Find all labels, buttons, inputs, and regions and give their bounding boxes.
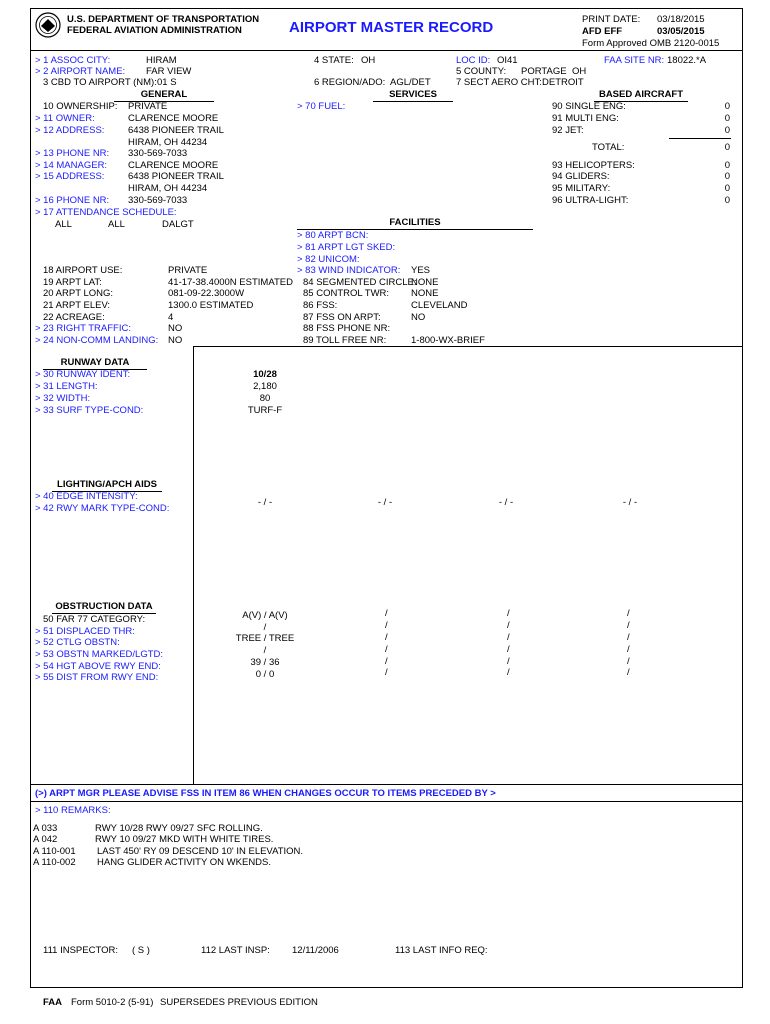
obstruction-col4-r3: / bbox=[627, 632, 630, 643]
obstruction-col4-r1: / bbox=[627, 608, 630, 619]
obstruction-col2-r6: / bbox=[385, 667, 388, 678]
ctlg-obstn-value: TREE / TREE bbox=[235, 633, 295, 644]
acreage: 4 bbox=[168, 312, 174, 323]
remark-code: A 110-002 bbox=[33, 857, 76, 868]
inspector-label: 111 INSPECTOR: bbox=[43, 945, 118, 956]
length: 2,180 bbox=[253, 381, 277, 392]
helicopters: 0 bbox=[724, 160, 730, 171]
runway-data-heading: RUNWAY DATA bbox=[43, 357, 147, 370]
displaced-thr-value: / bbox=[263, 622, 267, 633]
surf-type-label: > 33 SURF TYPE-COND: bbox=[35, 405, 144, 416]
airport-name: FAR VIEW bbox=[146, 66, 192, 77]
edge-intensity-col4: - / - bbox=[622, 497, 638, 508]
loc-id-label: LOC ID: bbox=[456, 55, 491, 66]
non-comm-label: > 24 NON-COMM LANDING: bbox=[35, 335, 159, 346]
multi-eng-label: 91 MULTI ENG: bbox=[552, 113, 619, 124]
rwy-mark-label: > 42 RWY MARK TYPE-COND: bbox=[35, 503, 170, 514]
right-traffic: NO bbox=[168, 323, 183, 334]
helicopters-label: 93 HELICOPTERS: bbox=[552, 160, 635, 171]
arpt-lat: 41-17-38.4000N ESTIMATED bbox=[168, 277, 293, 288]
obstruction-col2-r5: / bbox=[385, 656, 388, 667]
county-state: OH bbox=[572, 66, 587, 77]
runway-grid-top bbox=[193, 346, 743, 347]
lighting-heading: LIGHTING/APCH AIDS bbox=[52, 479, 162, 492]
last-insp: 12/11/2006 bbox=[292, 945, 339, 956]
remark-code: A 042 bbox=[33, 834, 58, 845]
obstruction-col3-r2: / bbox=[507, 620, 510, 631]
arpt-lat-label: 19 ARPT LAT: bbox=[43, 277, 102, 288]
phone-label: > 13 PHONE NR: bbox=[35, 148, 110, 159]
toll-free-label: 89 TOLL FREE NR: bbox=[303, 335, 387, 346]
toll-free: 1-800-WX-BRIEF bbox=[411, 335, 485, 346]
phone: 330-569-7033 bbox=[128, 148, 188, 159]
runway-ident-label: > 30 RUNWAY IDENT: bbox=[35, 369, 131, 380]
footer-form: Form 5010-2 (5-91) bbox=[71, 997, 154, 1008]
remark-text: HANG GLIDER ACTIVITY ON WKENDS. bbox=[97, 857, 272, 868]
acreage-label: 22 ACREAGE: bbox=[43, 312, 105, 323]
obstruction-heading: OBSTRUCTION DATA bbox=[52, 601, 156, 614]
remark-code: A 033 bbox=[33, 823, 58, 834]
assoc-city-label: > 1 ASSOC CITY: bbox=[35, 55, 111, 66]
jet-label: 92 JET: bbox=[552, 125, 584, 136]
edge-intensity-col1: - / - bbox=[257, 497, 273, 508]
footer-supersedes: SUPERSEDES PREVIOUS EDITION bbox=[160, 997, 318, 1008]
arpt-lgt-sked-label: > 81 ARPT LGT SKED: bbox=[297, 242, 396, 253]
total: 0 bbox=[724, 142, 730, 153]
arpt-elev: 1300.0 ESTIMATED bbox=[168, 300, 254, 311]
dist-from-label: > 55 DIST FROM RWY END: bbox=[35, 672, 159, 683]
remarks-label: > 110 REMARKS: bbox=[35, 805, 111, 816]
segmented-circle-label: 84 SEGMENTED CIRCLE: bbox=[303, 277, 417, 288]
header-divider bbox=[30, 50, 743, 51]
surf-type: TURF-F bbox=[247, 405, 283, 416]
control-twr-label: 85 CONTROL TWR: bbox=[303, 288, 390, 299]
fss: CLEVELAND bbox=[411, 300, 468, 311]
page-title: AIRPORT MASTER RECORD bbox=[289, 19, 494, 36]
general-heading: GENERAL bbox=[114, 89, 214, 102]
footer-faa: FAA bbox=[43, 997, 62, 1008]
faa-site-label: FAA SITE NR: bbox=[604, 55, 665, 66]
obstruction-col3-r6: / bbox=[507, 667, 510, 678]
arpt-bcn-label: > 80 ARPT BCN: bbox=[297, 230, 369, 241]
single-eng-label: 90 SINGLE ENG: bbox=[552, 101, 626, 112]
edge-intensity-col3: - / - bbox=[498, 497, 514, 508]
cbd: 01 S bbox=[157, 77, 177, 88]
state-label: 4 STATE: bbox=[314, 55, 354, 66]
obstruction-col2-r4: / bbox=[385, 644, 388, 655]
airport-use: PRIVATE bbox=[168, 265, 208, 276]
far77-label: 50 FAR 77 CATEGORY: bbox=[43, 614, 146, 625]
agency-name: FEDERAL AVIATION ADMINISTRATION bbox=[67, 25, 242, 36]
sect-aero-label: 7 SECT AERO CHT: bbox=[456, 77, 542, 88]
arpt-long-label: 20 ARPT LONG: bbox=[43, 288, 114, 299]
omb-number: Form Approved OMB 2120-0015 bbox=[582, 38, 720, 49]
wind-indicator: YES bbox=[411, 265, 431, 276]
far77-value: A(V) / A(V) bbox=[242, 610, 288, 621]
right-traffic-label: > 23 RIGHT TRAFFIC: bbox=[35, 323, 131, 334]
obstruction-col3-r4: / bbox=[507, 644, 510, 655]
military-label: 95 MILITARY: bbox=[552, 183, 611, 194]
remark-code: A 110-001 bbox=[33, 846, 76, 857]
based-aircraft-heading: BASED AIRCRAFT bbox=[594, 89, 688, 102]
county: PORTAGE bbox=[521, 66, 567, 77]
faa-site: 18022.*A bbox=[667, 55, 707, 66]
fss-label: 86 FSS: bbox=[303, 300, 338, 311]
fss-phone-label: 88 FSS PHONE NR: bbox=[303, 323, 391, 334]
region: AGL/DET bbox=[390, 77, 431, 88]
attendance-days: ALL bbox=[108, 219, 125, 230]
assoc-city: HIRAM bbox=[146, 55, 177, 66]
attendance-label: > 17 ATTENDANCE SCHEDULE: bbox=[35, 207, 177, 218]
obstruction-col3-r3: / bbox=[507, 632, 510, 643]
advise-notice: (>) ARPT MGR PLEASE ADVISE FSS IN ITEM 86 WHEN CHANGES OCCUR TO ITEMS PRECEDED BY > bbox=[35, 788, 496, 799]
segmented-circle: NONE bbox=[411, 277, 439, 288]
remark-text: LAST 450' RY 09 DESCEND 10' IN ELEVATION. bbox=[97, 846, 304, 857]
gliders: 0 bbox=[724, 171, 730, 182]
width: 80 bbox=[259, 393, 271, 404]
runway-grid-bottom bbox=[30, 784, 743, 785]
edge-intensity-label: > 40 EDGE INTENSITY: bbox=[35, 491, 138, 502]
length-label: > 31 LENGTH: bbox=[35, 381, 98, 392]
afd-eff-label: AFD EFF bbox=[582, 26, 623, 37]
obstruction-col4-r2: / bbox=[627, 620, 630, 631]
military: 0 bbox=[724, 183, 730, 194]
manager-address-line2: HIRAM, OH 44234 bbox=[128, 183, 208, 194]
ultralight: 0 bbox=[724, 195, 730, 206]
services-heading: SERVICES bbox=[373, 89, 453, 102]
obstruction-col4-r5: / bbox=[627, 656, 630, 667]
gliders-label: 94 GLIDERS: bbox=[552, 171, 610, 182]
afd-eff: 03/05/2015 bbox=[657, 26, 705, 37]
last-info-req-label: 113 LAST INFO REQ: bbox=[395, 945, 488, 956]
control-twr: NONE bbox=[411, 288, 439, 299]
non-comm: NO bbox=[168, 335, 183, 346]
single-eng: 0 bbox=[724, 101, 730, 112]
state: OH bbox=[361, 55, 376, 66]
attendance-month: ALL bbox=[55, 219, 72, 230]
arpt-elev-label: 21 ARPT ELEV: bbox=[43, 300, 111, 311]
total-label: TOTAL: bbox=[592, 142, 625, 153]
region-label: 6 REGION/ADO: bbox=[314, 77, 386, 88]
attendance-hours: DALGT bbox=[162, 219, 194, 230]
obstruction-col2-r2: / bbox=[385, 620, 388, 631]
multi-eng: 0 bbox=[724, 113, 730, 124]
cbd-label: 3 CBD TO AIRPORT (NM): bbox=[43, 77, 157, 88]
fss-on-arpt-label: 87 FSS ON ARPT: bbox=[303, 312, 381, 323]
arpt-long: 081-09-22.3000W bbox=[168, 288, 245, 299]
ctlg-obstn-label: > 52 CTLG OBSTN: bbox=[35, 637, 120, 648]
dist-from-value: 0 / 0 bbox=[255, 669, 275, 680]
advise-divider bbox=[30, 801, 743, 802]
fuel-label: > 70 FUEL: bbox=[297, 101, 346, 112]
address-label: > 12 ADDRESS: bbox=[35, 125, 105, 136]
airport-name-label: > 2 AIRPORT NAME: bbox=[35, 66, 126, 77]
fss-on-arpt: NO bbox=[411, 312, 426, 323]
obstn-marked-value: / bbox=[263, 645, 267, 656]
ultralight-label: 96 ULTRA-LIGHT: bbox=[552, 195, 629, 206]
width-label: > 32 WIDTH: bbox=[35, 393, 91, 404]
sect-aero: DETROIT bbox=[542, 77, 584, 88]
obstruction-col3-r5: / bbox=[507, 656, 510, 667]
total-rule bbox=[669, 138, 731, 139]
obstruction-col2-r3: / bbox=[385, 632, 388, 643]
ownership-label: 10 OWNERSHIP: bbox=[43, 101, 118, 112]
owner: CLARENCE MOORE bbox=[128, 113, 219, 124]
county-label: 5 COUNTY: bbox=[456, 66, 507, 77]
airport-use-label: 18 AIRPORT USE: bbox=[43, 265, 123, 276]
runway-grid-left bbox=[193, 346, 194, 784]
manager-address-label: > 15 ADDRESS: bbox=[35, 171, 105, 182]
manager: CLARENCE MOORE bbox=[128, 160, 219, 171]
jet: 0 bbox=[724, 125, 730, 136]
manager-address-line1: 6438 PIONEER TRAIL bbox=[128, 171, 224, 182]
dept-name: U.S. DEPARTMENT OF TRANSPORTATION bbox=[67, 14, 260, 25]
owner-label: > 11 OWNER: bbox=[35, 113, 95, 124]
hgt-above-label: > 54 HGT ABOVE RWY END: bbox=[35, 661, 161, 672]
address-line1: 6438 PIONEER TRAIL bbox=[128, 125, 224, 136]
manager-phone: 330-569-7033 bbox=[128, 195, 188, 206]
obstruction-col2-r1: / bbox=[385, 608, 388, 619]
print-date: 03/18/2015 bbox=[657, 14, 705, 25]
manager-phone-label: > 16 PHONE NR: bbox=[35, 195, 110, 206]
remark-text: RWY 10/28 RWY 09/27 SFC ROLLING. bbox=[95, 823, 263, 834]
last-insp-label: 112 LAST INSP: bbox=[201, 945, 270, 956]
displaced-thr-label: > 51 DISPLACED THR: bbox=[35, 626, 135, 637]
address-line2: HIRAM, OH 44234 bbox=[128, 137, 208, 148]
dot-seal-icon bbox=[35, 11, 61, 39]
inspector: ( S ) bbox=[132, 945, 150, 956]
edge-intensity-col2: - / - bbox=[377, 497, 393, 508]
wind-indicator-label: > 83 WIND INDICATOR: bbox=[297, 265, 401, 276]
ownership: PRIVATE bbox=[128, 101, 168, 112]
print-date-label: PRINT DATE: bbox=[582, 14, 641, 25]
loc-id: OI41 bbox=[497, 55, 518, 66]
obstruction-col4-r4: / bbox=[627, 644, 630, 655]
obstn-marked-label: > 53 OBSTN MARKED/LGTD: bbox=[35, 649, 164, 660]
obstruction-col3-r1: / bbox=[507, 608, 510, 619]
unicom-label: > 82 UNICOM: bbox=[297, 254, 360, 265]
obstruction-col4-r6: / bbox=[627, 667, 630, 678]
facilities-heading: FACILITIES bbox=[297, 217, 533, 230]
manager-label: > 14 MANAGER: bbox=[35, 160, 108, 171]
remark-text: RWY 10 09/27 MKD WITH WHITE TIRES. bbox=[95, 834, 274, 845]
hgt-above-value: 39 / 36 bbox=[250, 657, 280, 668]
runway-ident: 10/28 bbox=[253, 369, 277, 380]
